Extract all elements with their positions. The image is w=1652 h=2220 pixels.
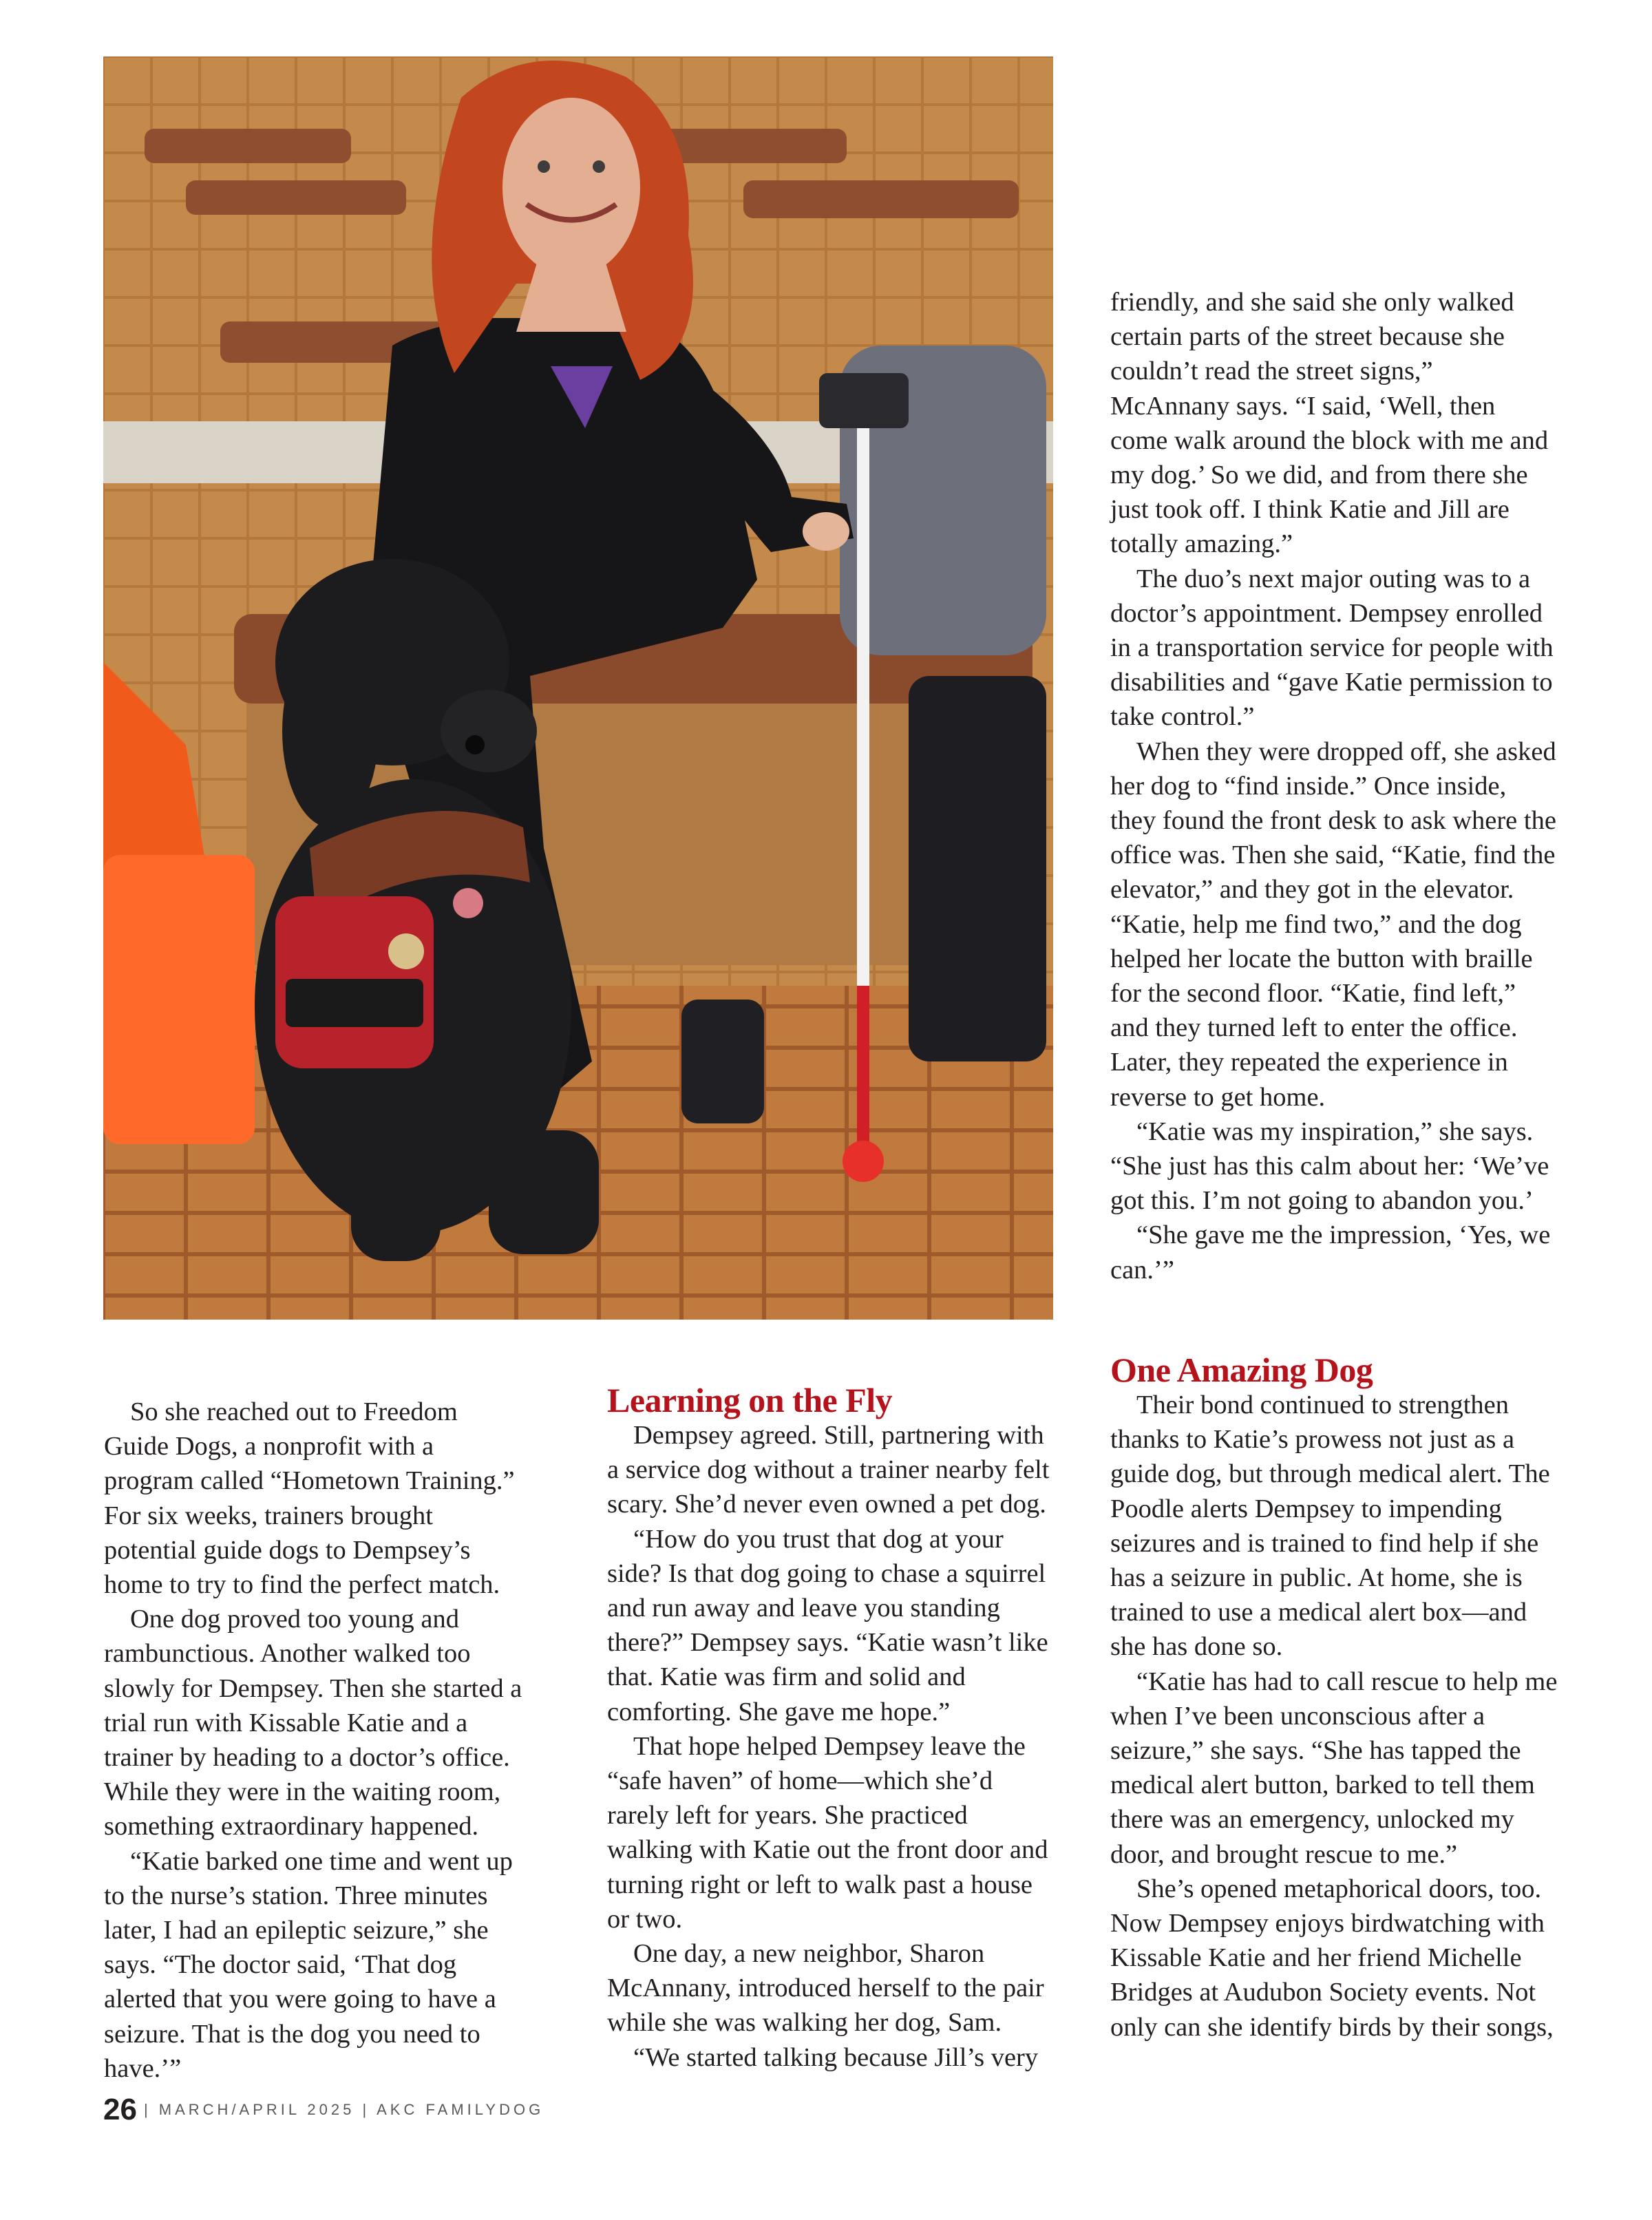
page-footer xyxy=(103,2093,544,2127)
paragraph: She’s opened metaphorical doors, too. Now Dempsey enjoys birdwatching with Kissable Katie and her friend Michelle Bridges at Audubon Society events. Not only can she identify birds by their songs, xyxy=(1110,1874,1554,2042)
paragraph: “Katie barked one time and went up to the nurse’s station. Three minutes later, I had an epileptic seizure,” she says. “The doctor said, ‘That dog alerted that you were going to have a seizure. That is the dog you need to have.’” xyxy=(104,1846,513,2083)
article-column-2 xyxy=(607,1381,1058,2075)
section-heading: One Amazing Dog xyxy=(1110,1351,1373,1389)
paragraph: One day, a new neighbor, Sharon McAnnany, introduced herself to the pair while she was walking her dog, Sam. xyxy=(607,1939,1044,2038)
section-heading: Learning on the Fly xyxy=(607,1381,893,1419)
article-column-3-top xyxy=(1110,285,1558,1287)
paragraph: Dempsey agreed. Still, partnering with a service dog without a trainer nearby felt scary. She’d never even owned a pet dog. xyxy=(607,1421,1050,1519)
issue-info: | MARCH/APRIL 2025 | AKC FAMILYDOG xyxy=(143,2101,544,2118)
paragraph: “How do you trust that dog at your side? Is that dog going to chase a squirrel and run away and leave you standing there?” Dempsey says. “Katie wasn’t like that. Katie was firm and solid and comforting. She gave me hope.” xyxy=(607,1524,1048,1726)
article-column-3-bottom xyxy=(1110,1351,1558,2044)
paragraph: “We started talking because Jill’s very xyxy=(633,2042,1039,2072)
paragraph: So she reached out to Freedom Guide Dogs, a nonprofit with a program called “Hometown Training.” For six weeks, trainers brought potential guide dogs to Dempsey’s home to try to find the perfect match. xyxy=(104,1397,515,1600)
photo-woman-with-poodle-guide-dog xyxy=(103,56,1053,1320)
article-column-1 xyxy=(104,1395,529,2086)
paragraph: “Katie has had to call rescue to help me when I’ve been unconscious after a seizure,” she says. “She has tapped the medical alert button, barked to tell them there was an emergency, unlocked my door, and brought rescue to me.” xyxy=(1110,1667,1558,1869)
paragraph: The duo’s next major outing was to a doctor’s appointment. Dempsey enrolled in a transportation service for people with disabilities and “gave Katie permission to take control.” xyxy=(1110,564,1554,732)
page-number: 26 xyxy=(103,2093,137,2126)
paragraph: When they were dropped off, she asked her dog to “find inside.” Once inside, they found the front desk to ask where the office was. Then she said, “Katie, find the elevator,” and they got in the elevator. “Katie, help me find two,” and the dog helped her locate the button with braille for the second floor. “Katie, find left,” and they turned left to enter the office. Later, they repeated the experience in reverse to get home. xyxy=(1110,737,1556,1112)
paragraph: One dog proved too young and rambunctious. Another walked too slowly for Dempsey. Then she started a trial run with Kissable Katie and a trainer by heading to a doctor’s office. While they were in the waiting room, something extraordinary happened. xyxy=(104,1605,522,1841)
article-photo xyxy=(103,56,1053,1320)
paragraph: Their bond continued to strengthen thanks to Katie’s prowess not just as a guide dog, but through medical alert. The Poodle alerts Dempsey to impending seizures and is trained to find help if she has a seizure in public. At home, she is trained to use a medical alert box—and she has done so. xyxy=(1110,1391,1550,1662)
paragraph: “Katie was my inspiration,” she says. “She just has this calm about her: ‘We’ve got this. I’m not going to abandon you.’ xyxy=(1110,1117,1549,1216)
paragraph: That hope helped Dempsey leave the “safe haven” of home—which she’d rarely left for years. She practiced walking with Katie out the front door and turning right or left to walk past a house or two. xyxy=(607,1731,1048,1934)
paragraph: “She gave me the impression, ‘Yes, we can.’” xyxy=(1110,1220,1551,1285)
paragraph: friendly, and she said she only walked certain parts of the street because she couldn’t read the street signs,” McAnnany says. “I said, ‘Well, then come walk around the block with me and my dog.’ So we did, and from there she just took off. I think Katie and Jill are totally amazing.” xyxy=(1110,288,1549,559)
